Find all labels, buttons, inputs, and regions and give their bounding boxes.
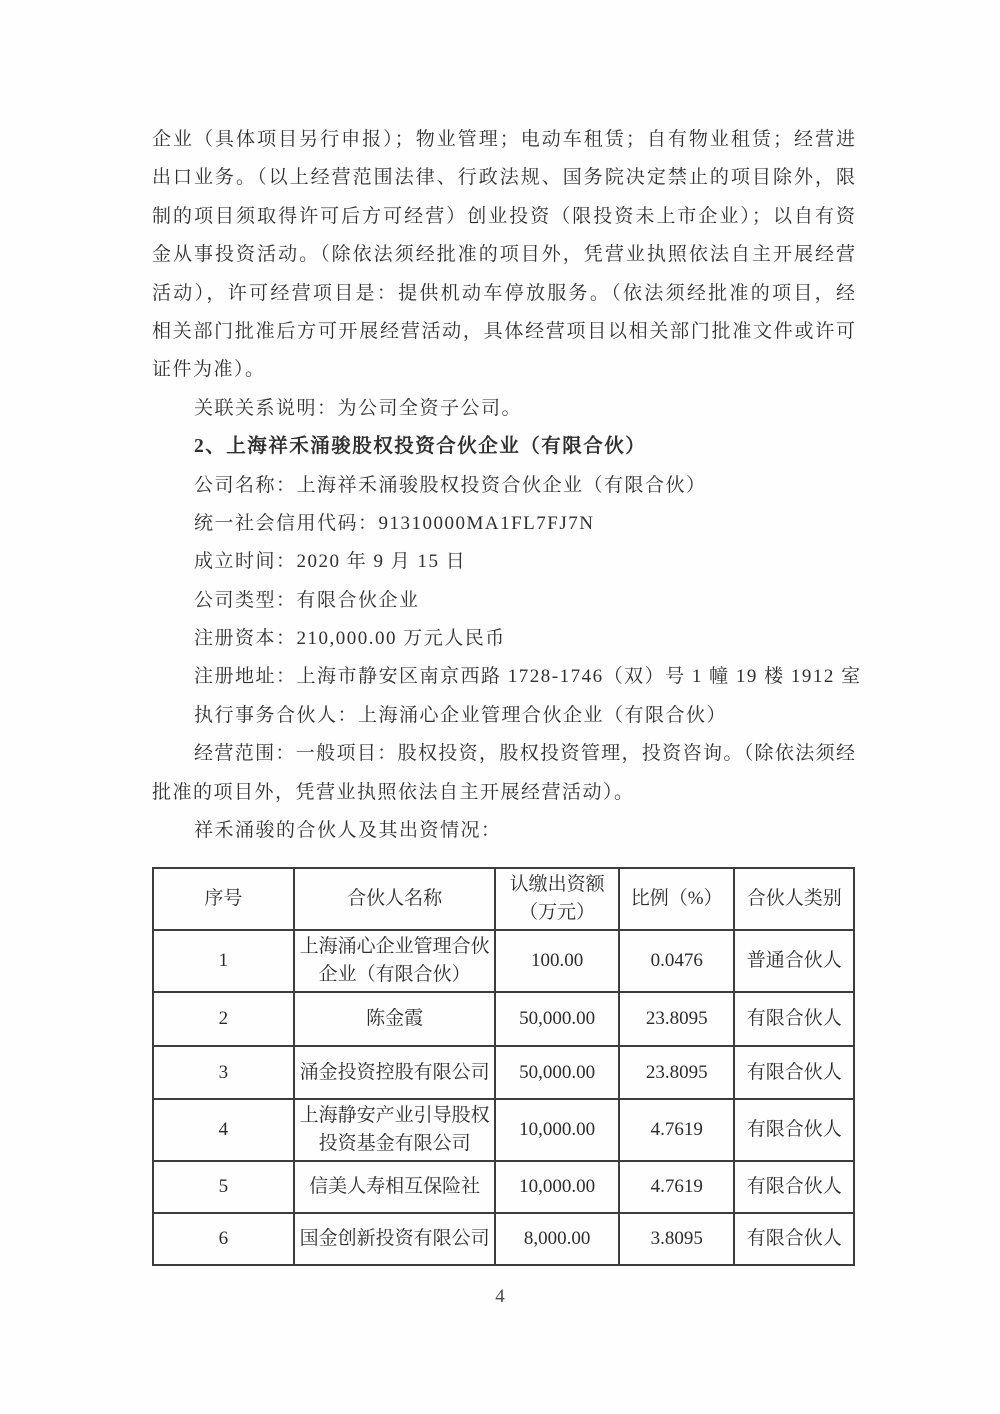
table-row [153,1046,854,1099]
page-number: 4 [495,1286,505,1307]
establish-date-line: 成立时间：2020 年 9 月 15 日 [194,551,467,573]
scope-continuation-line-2: 出口业务。（以上经营范围法律、行政法规、国务院决定禁止的项目除外，限 [152,167,855,189]
cell-ratio: 4.7619 [619,1161,734,1213]
cell-ratio: 3.8095 [619,1213,734,1265]
cell-type: 有限合伙人 [734,1099,854,1161]
company-name-line: 公司名称：上海祥禾涌骏股权投资合伙企业（有限合伙） [194,474,707,496]
cell-name: 上海涌心企业管理合伙企业（有限合伙） [294,930,496,992]
cell-no: 1 [153,930,294,992]
table-row [153,1161,854,1213]
header-ratio: 比例（%） [619,868,734,930]
cell-amount: 10,000.00 [495,1161,619,1213]
company-type-line: 公司类型：有限合伙企业 [194,589,420,611]
scope-continuation-line-6: 相关部门批准后方可开展经营活动，具体经营项目以相关部门批准文件或许可 [152,320,855,342]
cell-no: 4 [153,1099,294,1161]
page-body [152,121,862,1266]
scope-continuation-line-5: 活动），许可经营项目是：提供机动车停放服务。（依法须经批准的项目，经 [152,282,855,304]
table-row [153,1099,854,1161]
registered-capital-line: 注册资本：210,000.00 万元人民币 [194,628,506,650]
cell-no: 5 [153,1161,294,1213]
cell-name: 信美人寿相互保险社 [294,1161,496,1213]
cell-name: 涌金投资控股有限公司 [294,1046,496,1099]
partners-table-intro: 祥禾涌骏的合伙人及其出资情况： [194,820,502,842]
table-row [153,930,854,992]
cell-no: 3 [153,1046,294,1099]
cell-type: 有限合伙人 [734,1161,854,1213]
business-scope-line-1: 经营范围：一般项目：股权投资，股权投资管理，投资咨询。（除依法须经 [194,743,855,765]
related-relationship-note: 关联关系说明：为公司全资子公司。 [194,397,523,419]
scope-continuation-line-4: 金从事投资活动。（除依法须经批准的项目外，凭营业执照依法自主开展经营 [152,244,855,266]
table-row [153,992,854,1046]
cell-type: 普通合伙人 [734,930,854,992]
cell-no: 6 [153,1213,294,1265]
executive-partner-line: 执行事务合伙人：上海涌心企业管理合伙企业（有限合伙） [194,704,728,726]
cell-type: 有限合伙人 [734,992,854,1046]
business-scope-line-2: 批准的项目外，凭营业执照依法自主开展经营活动）。 [152,781,635,803]
credit-code-line: 统一社会信用代码：91310000MA1FL7FJ7N [194,512,595,534]
cell-amount: 50,000.00 [495,992,619,1046]
cell-ratio: 0.0476 [619,930,734,992]
section-2-heading: 2、上海祥禾涌骏股权投资合伙企业（有限合伙） [194,436,647,458]
cell-ratio: 4.7619 [619,1099,734,1161]
header-serial-no: 序号 [153,868,294,930]
cell-name: 陈金霞 [294,992,496,1046]
table-header-row [153,868,854,930]
cell-no: 2 [153,992,294,1046]
registered-address-line: 注册地址：上海市静安区南京西路 1728-1746（双）号 1 幢 19 楼 1912 室 [194,666,862,688]
header-partner-type: 合伙人类别 [734,868,854,930]
cell-type: 有限合伙人 [734,1046,854,1099]
cell-amount: 50,000.00 [495,1046,619,1099]
cell-name: 国金创新投资有限公司 [294,1213,496,1265]
cell-type: 有限合伙人 [734,1213,854,1265]
cell-amount: 8,000.00 [495,1213,619,1265]
scope-continuation-line-1: 企业（具体项目另行申报）；物业管理；电动车租赁；自有物业租赁；经营进 [152,129,855,150]
cell-name: 上海静安产业引导股权投资基金有限公司 [294,1099,496,1161]
header-partner-name: 合伙人名称 [294,868,496,930]
table-row [153,1213,854,1265]
scope-continuation-line-3: 制的项目须取得许可后方可经营）创业投资（限投资未上市企业）；以自有资 [152,205,855,227]
cell-amount: 100.00 [495,930,619,992]
partners-table [152,867,855,1266]
cell-amount: 10,000.00 [495,1099,619,1161]
cell-ratio: 23.8095 [619,992,734,1046]
scope-continuation-line-7: 证件为准）。 [152,359,266,381]
header-subscribed-amount: 认缴出资额（万元） [495,868,619,930]
cell-ratio: 23.8095 [619,1046,734,1099]
